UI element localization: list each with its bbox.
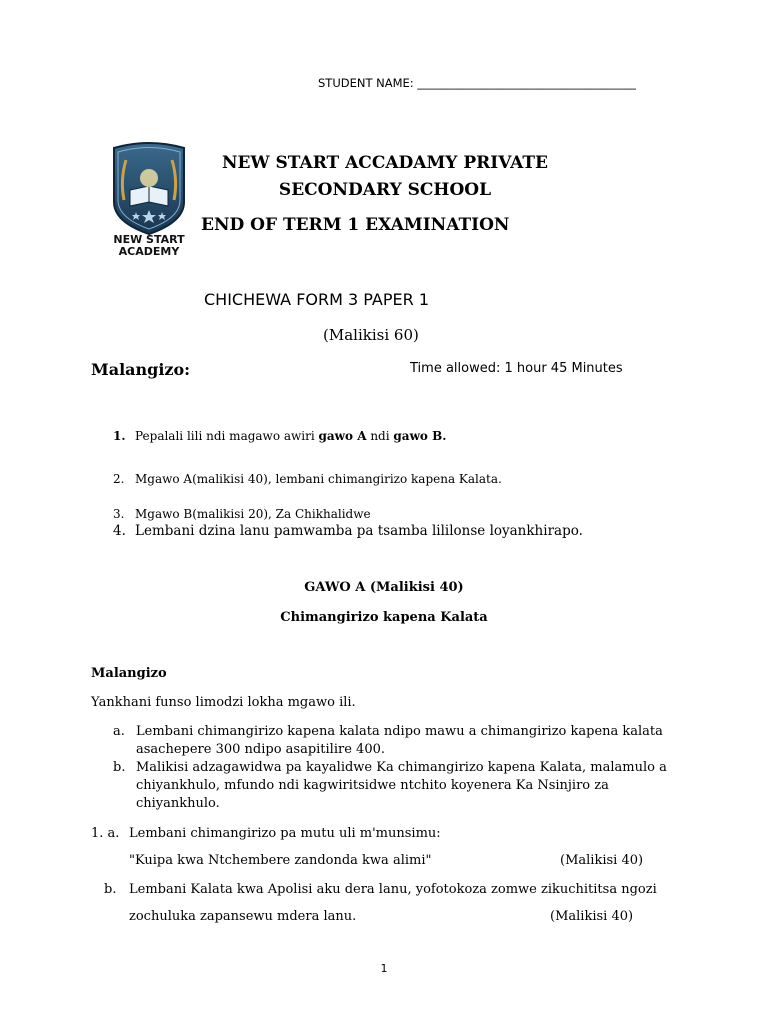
instructions-heading: Malangizo: <box>91 360 191 379</box>
instruction-item <box>113 523 583 539</box>
instruction-number: 4. <box>113 523 126 539</box>
instruction-item <box>113 429 446 443</box>
instruction-item <box>113 472 502 486</box>
sub-instruction-letter: b. <box>113 760 126 775</box>
question-1b-text-line2: zochuluka zapansewu mdera lanu. <box>129 909 357 924</box>
question-1b-label: b. <box>104 882 117 897</box>
page-number: 1 <box>380 962 388 975</box>
section-instructions-heading: Malangizo <box>91 666 167 681</box>
student-name-field: STUDENT NAME: ______________________________________ <box>318 76 636 90</box>
subject-title: CHICHEWA FORM 3 PAPER 1 <box>204 290 429 309</box>
school-title: NEW START ACCADAMY PRIVATE SECONDARY SCHOOL <box>222 153 548 200</box>
shield-logo-icon <box>108 140 190 258</box>
exam-title: END OF TERM 1 EXAMINATION <box>201 215 510 235</box>
instruction-bold: gawo A <box>318 429 367 443</box>
instruction-number: 2. <box>113 472 125 486</box>
sub-instruction-text: Malikisi adzagawidwa pa kayalidwe Ka chimangirizo kapena Kalata, malamulo a chiyankhulo, mfundo ndi kagwiritsidwe ntchito koyenera Ka Nsinjiro za chiyankhulo. <box>136 760 667 811</box>
logo-text-line1: NEW START <box>113 233 185 246</box>
total-marks: (Malikisi 60) <box>323 326 419 344</box>
instruction-item <box>113 507 371 521</box>
instruction-text: Mgawo A(malikisi 40), lembani chimangirizo kapena Kalata. <box>135 472 502 486</box>
sub-instruction-item <box>113 759 673 813</box>
question-1a-label: 1. a. <box>91 826 120 841</box>
sub-instruction-item <box>113 723 673 759</box>
section-heading: GAWO A (Malikisi 40) <box>304 580 464 595</box>
instruction-text: Lembani dzina lanu pamwamba pa tsamba lililonse loyankhirapo. <box>135 523 583 539</box>
question-1a-text: Lembani chimangirizo pa mutu uli m'munsimu: <box>129 826 441 841</box>
question-1a-marks: (Malikisi 40) <box>560 853 644 868</box>
instruction-text: Pepalali lili ndi magawo awiri <box>135 429 319 443</box>
section-intro: Yankhani funso limodzi lokha mgawo ili. <box>91 695 356 710</box>
instruction-number: 3. <box>113 507 125 521</box>
sub-instruction-letter: a. <box>113 724 125 739</box>
instruction-bold: gawo B. <box>393 429 447 443</box>
sub-instruction-text: Lembani chimangirizo kapena kalata ndipo mawu a chimangirizo kapena kalata asachepere 300 ndipo asapitilire 400. <box>136 724 663 757</box>
instruction-number: 1. <box>113 429 126 443</box>
question-1a-topic: "Kuipa kwa Ntchembere zandonda kwa alimi" <box>129 853 432 868</box>
school-logo <box>108 140 190 258</box>
instruction-text: Mgawo B(malikisi 20), Za Chikhalidwe <box>135 507 371 521</box>
instruction-text: ndi <box>366 429 394 443</box>
time-allowed: Time allowed: 1 hour 45 Minutes <box>410 361 623 376</box>
section-subheading: Chimangirizo kapena Kalata <box>280 610 488 625</box>
question-1b-text-line1: Lembani Kalata kwa Apolisi aku dera lanu, yofotokoza zomwe zikuchititsa ngozi <box>129 882 657 897</box>
logo-text-line2: ACADEMY <box>118 245 180 258</box>
question-1b-marks: (Malikisi 40) <box>550 909 634 924</box>
